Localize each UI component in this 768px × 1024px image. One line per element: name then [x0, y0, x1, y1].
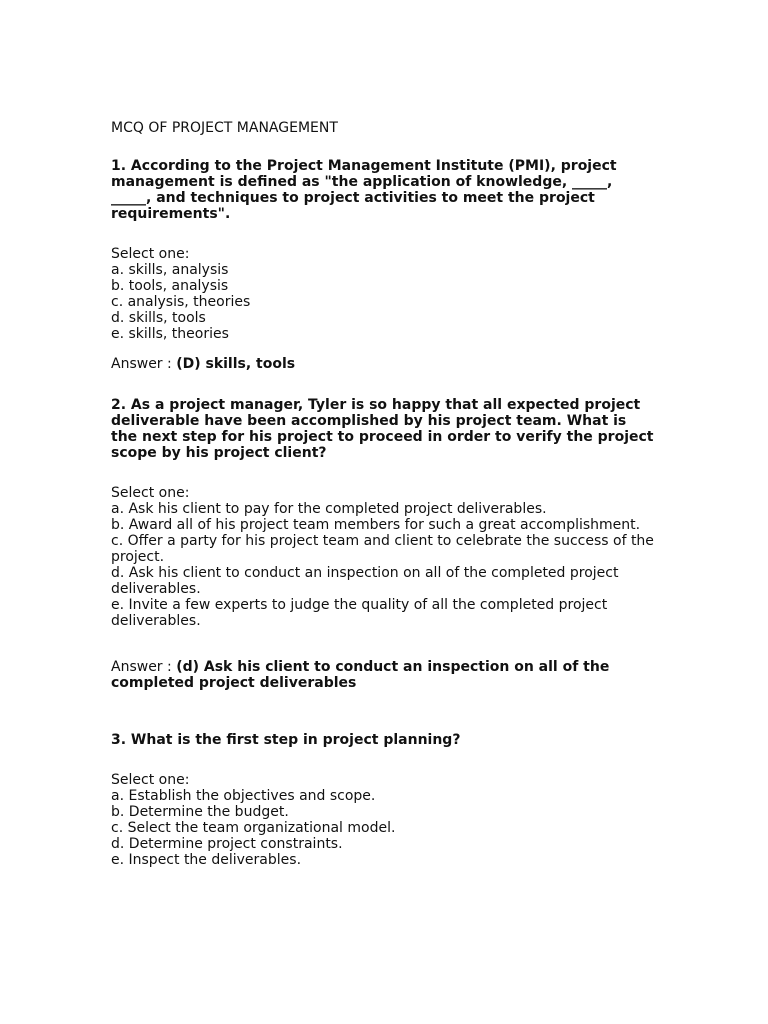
- option-3e: e. Inspect the deliverables.: [111, 852, 302, 868]
- question-3-text: 3. What is the first step in project planning?: [111, 732, 461, 748]
- option-2b: b. Award all of his project team members for such a great accomplishment.: [111, 517, 641, 533]
- question-2-answer: [111, 659, 656, 691]
- select-one-label: Select one:: [111, 772, 190, 788]
- option-3d: d. Determine project constraints.: [111, 836, 343, 852]
- question-2-text: 2. As a project manager, Tyler is so happy that all expected project deliverable have been accomplished by his project team. What is the next step for his project to proceed in order to verify the project scope by his project client?: [111, 397, 654, 461]
- option-1a: a. skills, analysis: [111, 262, 229, 278]
- question-2-options: [111, 485, 656, 629]
- answer-text: (d) Ask his client to conduct an inspection on all of the completed project deliverables: [111, 659, 610, 691]
- answer-label: Answer :: [111, 356, 177, 372]
- option-3b: b. Determine the budget.: [111, 804, 289, 820]
- option-2a: a. Ask his client to pay for the completed project deliverables.: [111, 501, 547, 517]
- option-1d: d. skills, tools: [111, 310, 206, 326]
- option-2c: c. Offer a party for his project team and client to celebrate the success of the project.: [111, 533, 654, 565]
- select-one-label: Select one:: [111, 246, 190, 262]
- answer-label: Answer :: [111, 659, 177, 675]
- document-title: MCQ OF PROJECT MANAGEMENT: [111, 120, 338, 136]
- select-one-label: Select one:: [111, 485, 190, 501]
- question-1-text: 1. According to the Project Management Institute (PMI), project management is defined as "the application of knowledge, _____, _____, and techniques to project activities to meet the project requirements".: [111, 158, 617, 222]
- option-2e: e. Invite a few experts to judge the quality of all the completed project deliverables.: [111, 597, 608, 629]
- option-1e: e. skills, theories: [111, 326, 229, 342]
- option-3a: a. Establish the objectives and scope.: [111, 788, 376, 804]
- option-2d: d. Ask his client to conduct an inspection on all of the completed project deliverables.: [111, 565, 619, 597]
- option-1c: c. analysis, theories: [111, 294, 251, 310]
- option-3c: c. Select the team organizational model.: [111, 820, 396, 836]
- question-3-options: [111, 772, 656, 868]
- option-1b: b. tools, analysis: [111, 278, 229, 294]
- question-1-answer: [111, 356, 656, 372]
- question-1-options: [111, 246, 656, 342]
- answer-text: (D) skills, tools: [176, 356, 296, 372]
